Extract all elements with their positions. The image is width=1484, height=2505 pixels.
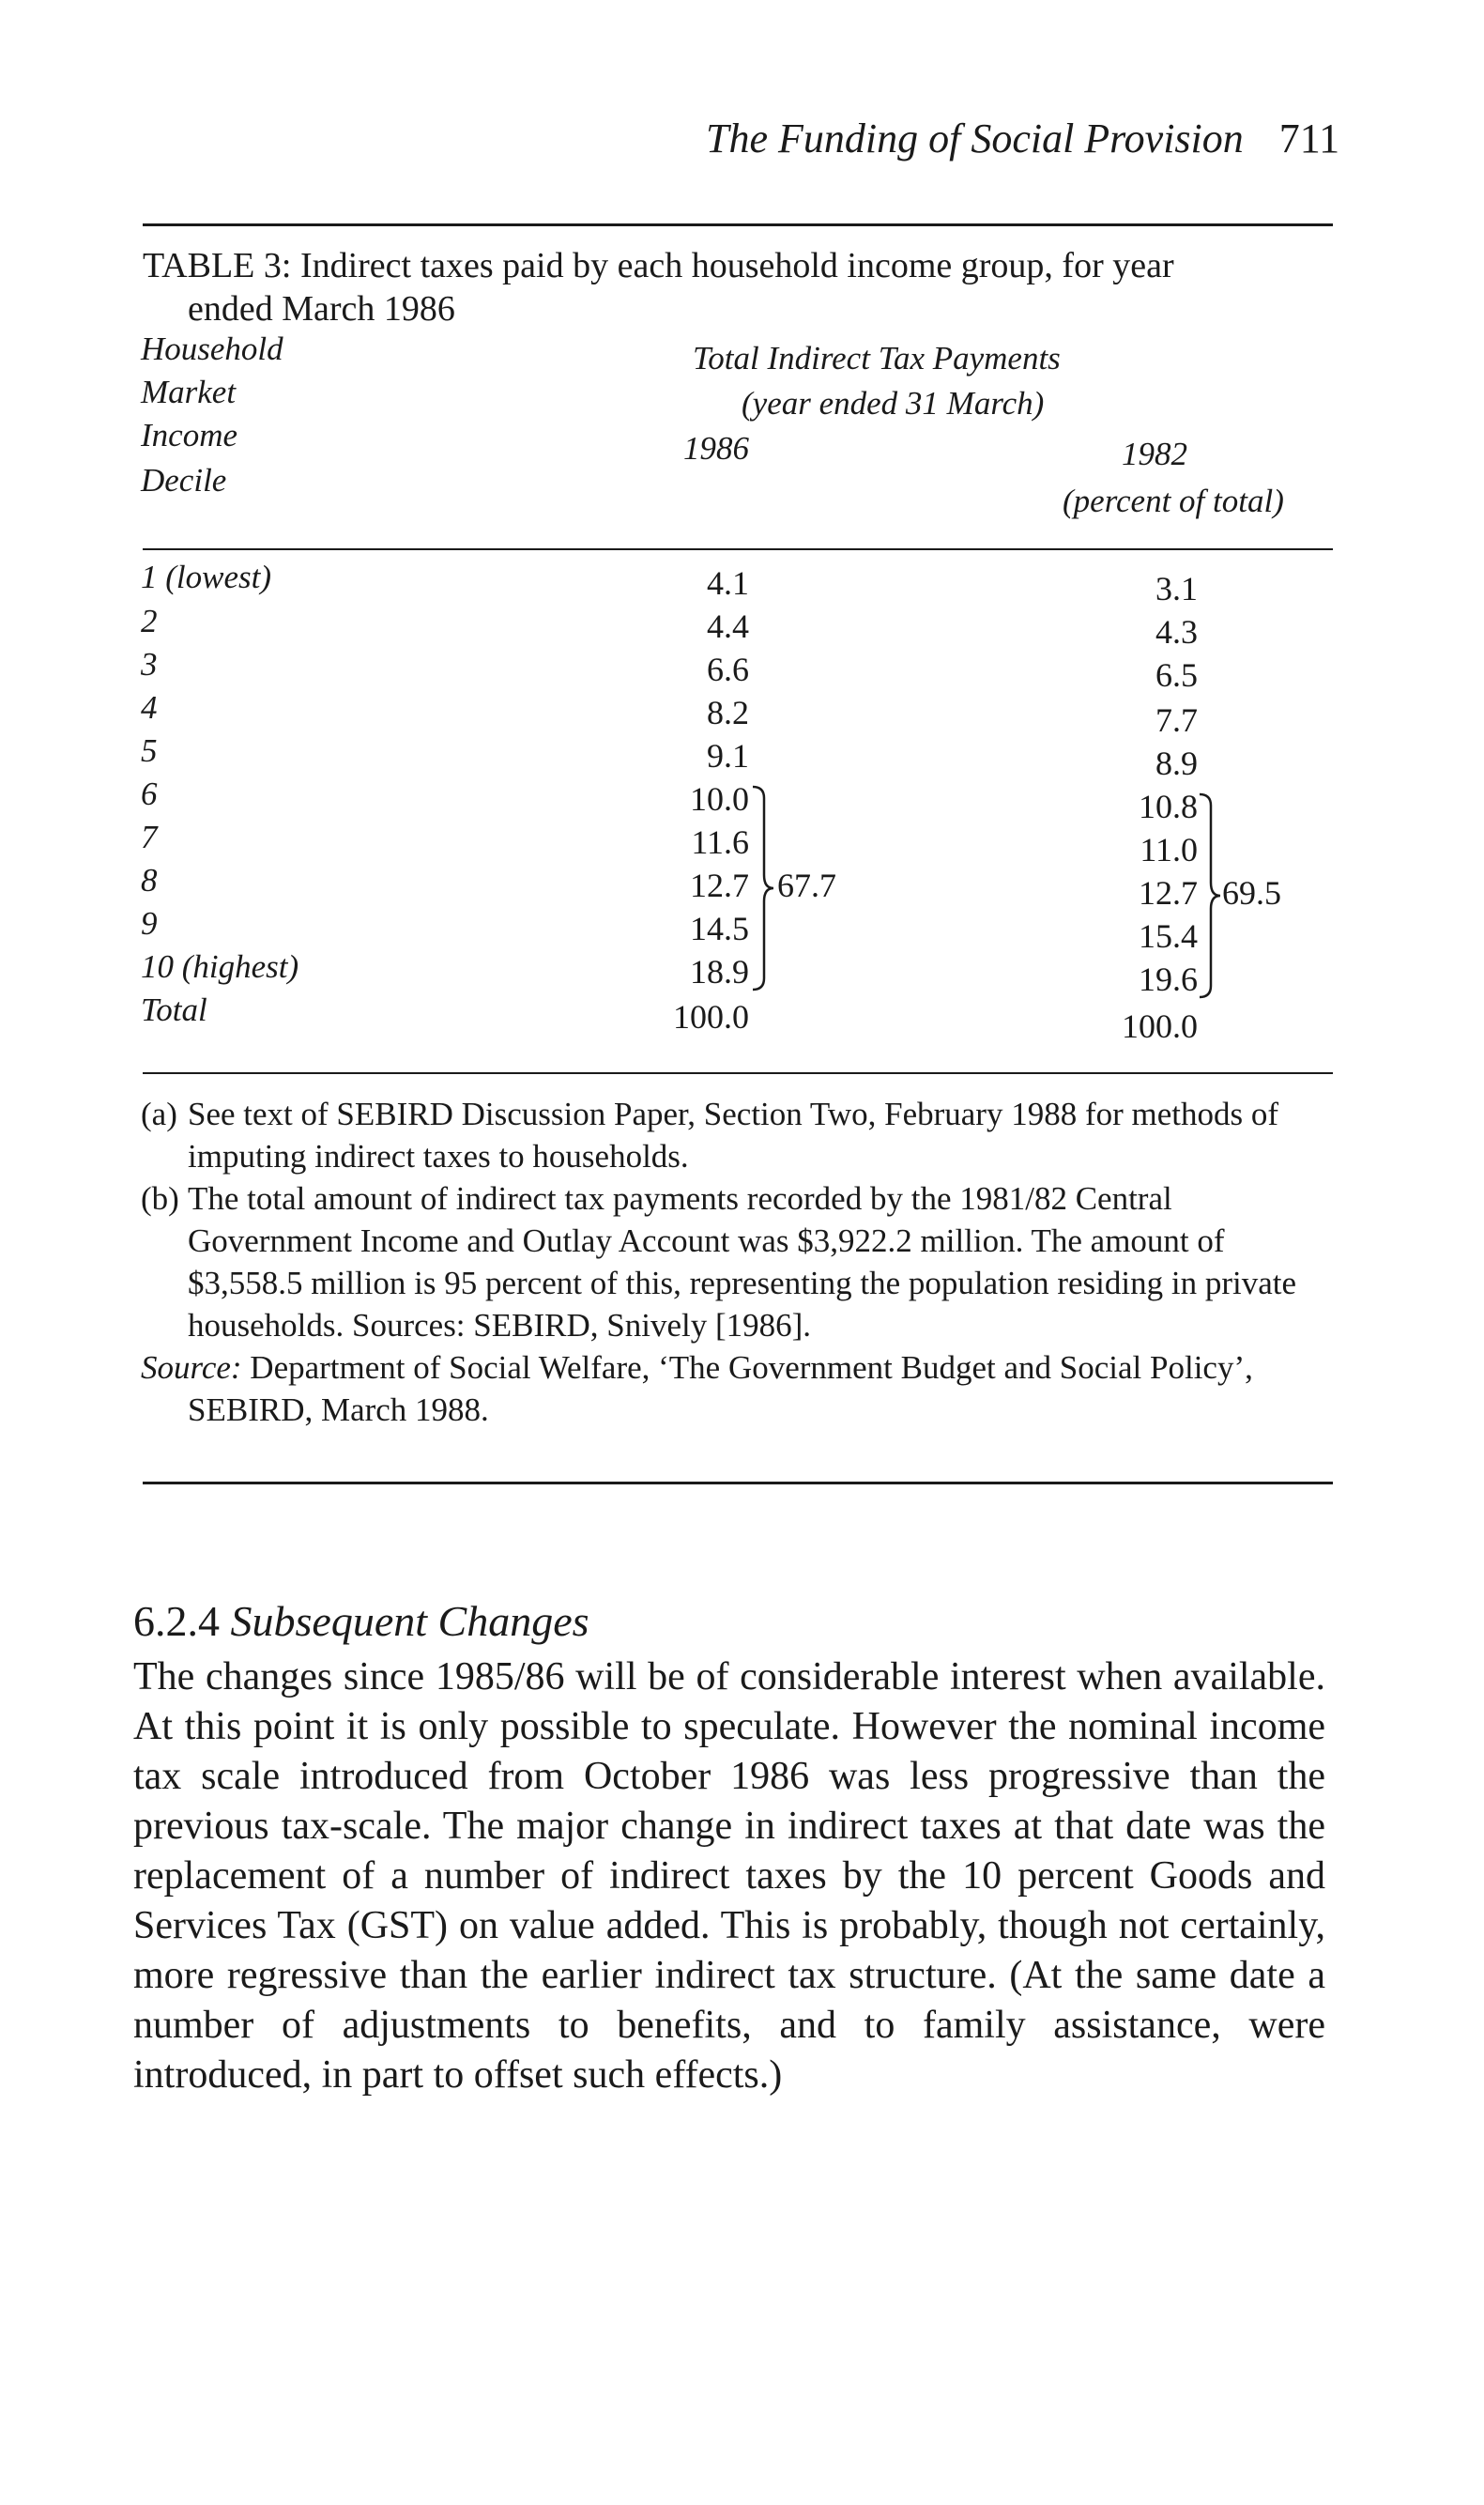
- note-a-text: See text of SEBIRD Discussion Paper, Section Two, February 1988 for methods of imputing indirect taxes to households.: [188, 1096, 1279, 1175]
- source-note: [141, 1346, 1331, 1431]
- running-header: [706, 115, 1339, 162]
- brace-sum-1982: 69.5: [1222, 874, 1281, 912]
- source-text: Department of Social Welfare, ‘The Government Budget and Social Policy’, SEBIRD, March 1988.: [188, 1349, 1253, 1428]
- note-a: [141, 1093, 1331, 1177]
- row-label: 5: [141, 732, 158, 769]
- stub-head-household: Household: [141, 330, 283, 367]
- row-label: 10 (highest): [141, 948, 299, 985]
- units-label: (percent of total): [1063, 483, 1284, 519]
- table-notes: [141, 1093, 1331, 1431]
- section-number: 6.2.4: [133, 1597, 220, 1645]
- stub-head-market: Market: [141, 374, 237, 410]
- caption-line-1: TABLE 3: Indirect taxes paid by each household income group, for year: [143, 246, 1174, 285]
- cell-1986: 10.0: [690, 780, 749, 818]
- stub-head-decile: Decile: [141, 462, 227, 499]
- brace-1986: [751, 785, 775, 991]
- cell-1986: 14.5: [690, 910, 749, 947]
- note-b-text: The total amount of indirect tax payments recorded by the 1981/82 Central Government Income and Outlay Account was $3,922.2 million. The amount of $3,558.5 million is 95 percent of this, representing the population residing in private households. Sources: SEBIRD, Snively [1986].: [188, 1180, 1297, 1344]
- row-label: 3: [141, 646, 158, 683]
- row-label: 9: [141, 905, 158, 942]
- row-label: Total: [141, 991, 207, 1028]
- cell-1982: 3.1: [1155, 570, 1198, 607]
- caption-line-2: ended March 1986: [188, 289, 455, 329]
- col-group-sub: (year ended 31 March): [742, 385, 1045, 422]
- table-closing-rule: [143, 1482, 1333, 1484]
- section-title: Subsequent Changes: [230, 1597, 589, 1645]
- col-1982-head: 1982: [1122, 436, 1187, 472]
- cell-1986: 9.1: [707, 737, 749, 775]
- cell-1982: 100.0: [1122, 1007, 1198, 1045]
- cell-1982: 6.5: [1155, 656, 1198, 694]
- cell-1982: 15.4: [1139, 917, 1198, 955]
- row-label: 7: [141, 819, 158, 855]
- cell-1986: 4.4: [707, 607, 749, 645]
- col-group-head: Total Indirect Tax Payments: [693, 340, 1061, 377]
- row-label: 4: [141, 689, 158, 726]
- cell-1986: 12.7: [690, 867, 749, 904]
- table-head-rule: [143, 548, 1333, 550]
- cell-1986: 18.9: [690, 953, 749, 991]
- table-bottom-rule: [143, 1072, 1333, 1074]
- row-label: 8: [141, 862, 158, 899]
- note-a-label: (a): [141, 1096, 177, 1132]
- cell-1986: 6.6: [707, 651, 749, 688]
- cell-1982: 7.7: [1155, 701, 1198, 739]
- cell-1982: 19.6: [1139, 961, 1198, 998]
- page-number: 711: [1278, 115, 1340, 161]
- cell-1986: 100.0: [673, 998, 749, 1036]
- brace-1982: [1198, 792, 1222, 999]
- cell-1986: 11.6: [691, 823, 749, 861]
- cell-1982: 12.7: [1139, 874, 1198, 912]
- note-b: [141, 1177, 1331, 1346]
- cell-1982: 8.9: [1155, 745, 1198, 782]
- cell-1982: 10.8: [1139, 788, 1198, 825]
- stub-head-income: Income: [141, 417, 238, 453]
- col-1986-head: 1986: [683, 430, 749, 467]
- source-label: Source:: [141, 1349, 242, 1386]
- cell-1986: 8.2: [707, 694, 749, 731]
- note-b-label: (b): [141, 1180, 179, 1217]
- row-label: 6: [141, 776, 158, 812]
- row-label: 2: [141, 603, 158, 639]
- table-caption: [143, 244, 1333, 330]
- cell-1986: 4.1: [707, 564, 749, 602]
- cell-1982: 11.0: [1140, 831, 1198, 868]
- table-top-rule: [143, 223, 1333, 226]
- section-heading: [133, 1596, 589, 1646]
- running-title: The Funding of Social Provision: [706, 115, 1244, 161]
- row-label: 1 (lowest): [141, 559, 272, 595]
- cell-1982: 4.3: [1155, 613, 1198, 651]
- brace-sum-1986: 67.7: [777, 867, 836, 904]
- section-body: The changes since 1985/86 will be of considerable interest when available. At this point it is only possible to speculate. However the nominal income tax scale introduced from October 1986 was less progressive than the previous tax-scale. The major change in indirect taxes at that date was the replacement of a number of indirect taxes by the 10 percent Goods and Services Tax (GST) on value added. This is probably, though not certainly, more regressive than the earlier indirect tax structure. (At the same date a number of adjustments to benefits, and to family assistance, were introduced, in part to offset such effects.): [133, 1655, 1325, 2097]
